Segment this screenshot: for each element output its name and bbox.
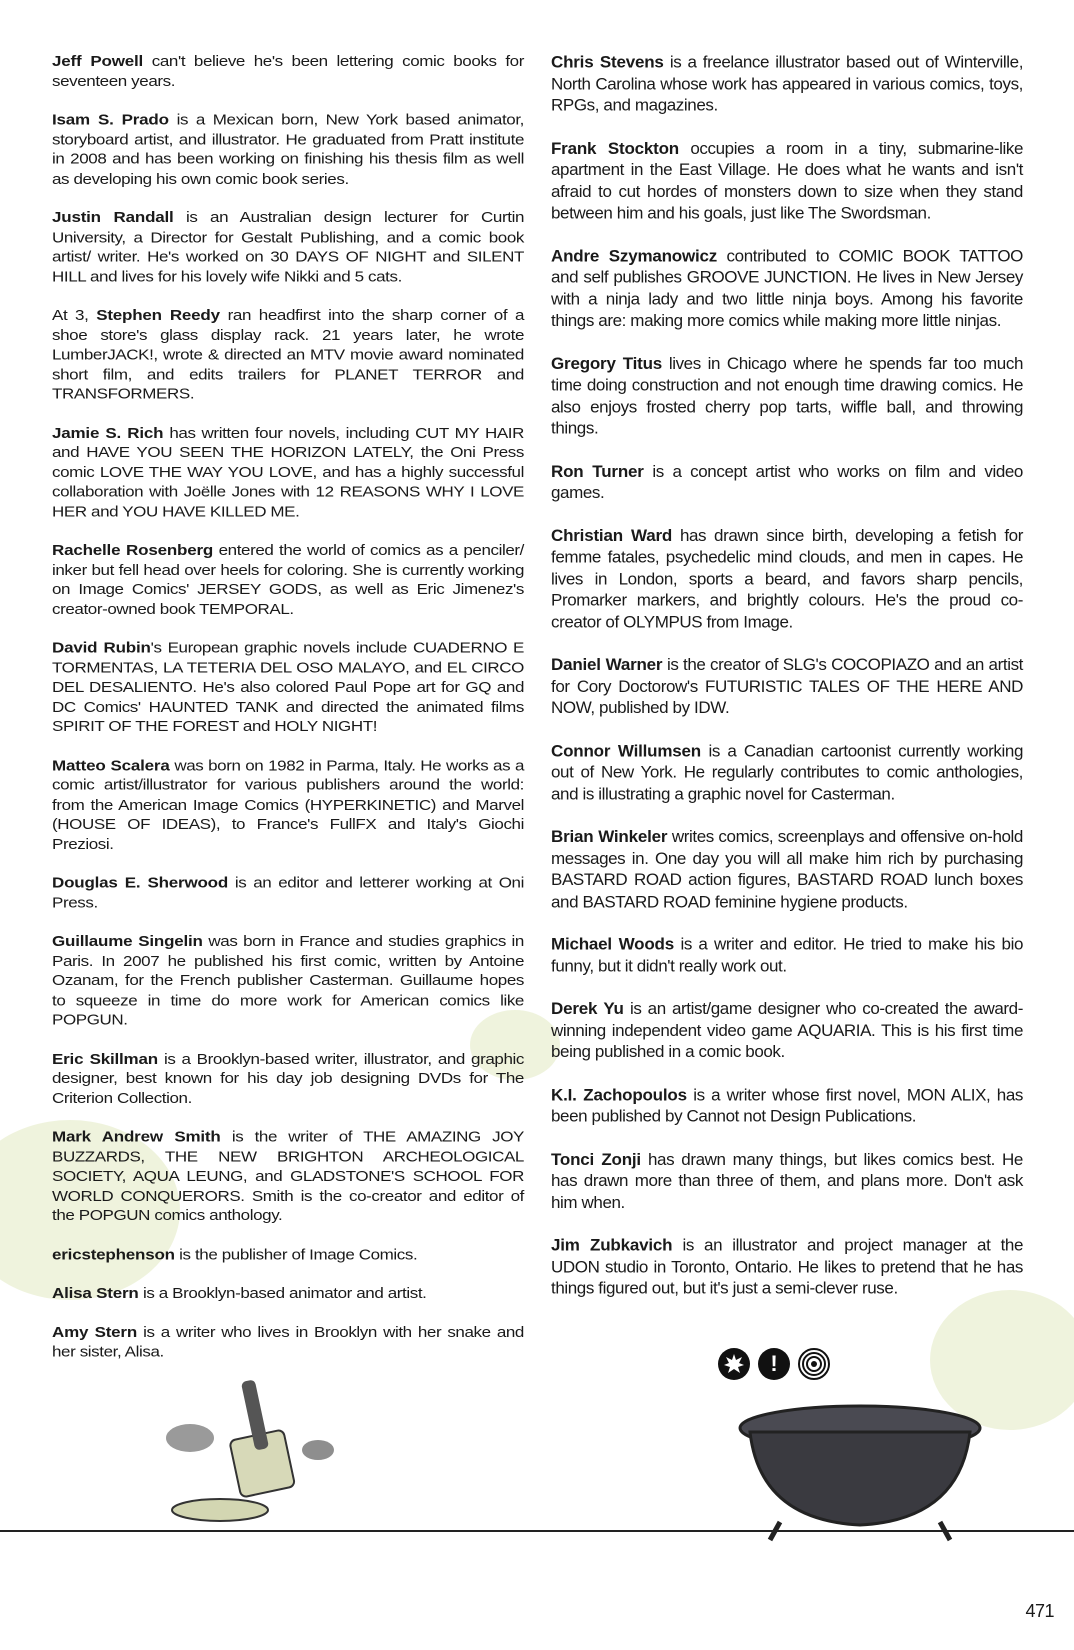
- contributor-name: Eric Skillman: [52, 1050, 158, 1067]
- bio-entry: [52, 756, 524, 854]
- bio-text: is the writer of THE AMAZING JOY BUZZARDS, THE NEW BRIGHTON ARCHEOLOGICAL SOCIETY, AQUA LEUNG, and GLADSTONE'S SCHOOL FOR WORLD CONQUERORS. Smith is the co-creator and editor of the POPGUN comics anthology.: [52, 1128, 524, 1224]
- contributor-name: Douglas E. Sherwood: [52, 874, 229, 891]
- contributor-name: Ron Turner: [551, 461, 644, 481]
- paintbrush-illustration: [140, 1380, 370, 1540]
- contributor-name: Derek Yu: [551, 999, 624, 1018]
- bio-entry: [52, 873, 524, 912]
- contributor-name: Guillaume Singelin: [52, 932, 203, 950]
- contributor-name: Rachelle Rosenberg: [52, 541, 214, 559]
- bio-entry: [52, 932, 524, 1030]
- bio-text: can't believe he's been lettering comic books for seventeen years.: [52, 52, 524, 90]
- bio-entry: [551, 655, 1023, 720]
- bio-text: occupies a room in a tiny, submarine-like apartment in the East Village. He does what he wants and isn't afraid to cut hordes of monsters down to size when they stand between him and his goals, just like The Swordsman.: [551, 138, 1024, 223]
- left-column: [52, 52, 524, 1381]
- bio-text: is a concept artist who works on film and video games.: [551, 461, 1023, 502]
- bio-text: has drawn many things, but likes comics best. He has drawn more than three of them, and plans more. Don't ask him when.: [551, 1149, 1023, 1212]
- bio-entry: [52, 1049, 524, 1108]
- bio-text: is an illustrator and project manager at the UDON studio in Toronto, Ontario. He likes to pretend that he has things figured out, but it's just a semi-clever ruse.: [551, 1235, 1023, 1298]
- bio-text: is a freelance illustrator based out of Winterville, North Carolina whose work has appeared in various comics, toys, RPGs, and magazines.: [551, 52, 1024, 115]
- right-column: [551, 52, 1023, 1321]
- bio-text: is a writer whose first novel, MON ALIX, has been published by Cannot not Design Publications.: [551, 1085, 1023, 1126]
- swirl-logo-icon: [798, 1348, 830, 1380]
- contributor-name: Isam S. Prado: [52, 111, 169, 128]
- bio-text: contributed to COMIC BOOK TATTOO and self publishes GROOVE JUNCTION. He lives in New Jersey with a ninja lady and two little ninja boys. Among his favorite things are: making more comics while making more little ninjas.: [551, 246, 1023, 330]
- bio-entry: [52, 306, 524, 404]
- contributor-name: Jim Zubkavich: [551, 1235, 673, 1255]
- bio-text: is a writer who lives in Brooklyn with her snake and her sister, Alisa.: [52, 1323, 524, 1360]
- bio-text: entered the world of comics as a penciler/ inker but fell head over heels for coloring. She is currently working on Image Comics' JERSEY GODS, as well as Eric Jimenez's creator-owned book TEMPORAL.: [52, 541, 524, 618]
- starburst-logo-icon: [718, 1348, 750, 1380]
- contributor-name: Amy Stern: [52, 1323, 138, 1341]
- bio-entry: [52, 208, 524, 287]
- bio-text: is the creator of SLG's COCOPIAZO and an artist for Cory Doctorow's FUTURISTIC TALES OF THE HERE AND NOW, published by IDW.: [551, 655, 1023, 718]
- bio-entry: [551, 353, 1023, 439]
- bio-entry: [52, 639, 524, 737]
- bio-entry: [52, 1284, 524, 1304]
- bio-text: has written four novels, including CUT MY HAIR and HAVE YOU SEEN THE HORIZON LATELY, the Oni Press comic LOVE THE WAY YOU LOVE, and has a highly successful collaboration with Joëlle Jones with 12 REASONS WHY I LOVE HER and YOU HAVE KILLED ME.: [52, 424, 524, 520]
- bio-entry: [551, 999, 1023, 1064]
- bio-entry: [551, 52, 1023, 117]
- contributor-name: Justin Randall: [52, 209, 174, 226]
- bio-text: ran headfirst into the sharp corner of a shoe store's glass display rack. 21 years later, he wrote LumberJACK!, wrote & directed an MTV movie award nominated short film, and edits trailers for PLANET TERROR and TRANSFORMERS.: [52, 306, 524, 403]
- contributor-name: Tonci Zonji: [551, 1149, 641, 1169]
- bio-entry: [52, 52, 524, 91]
- bio-text: lives in Chicago where he spends far too much time doing construction and not enough time drawing comics. He also enjoys frosted cherry pop tarts, wiffle ball, and throwing things.: [551, 354, 1023, 438]
- bio-text: is a writer and editor. He tried to make his bio funny, but it didn't really work out.: [551, 935, 1023, 976]
- contributor-name: Matteo Scalera: [52, 756, 170, 774]
- contributor-name: Christian Ward: [551, 526, 673, 545]
- bio-entry: [551, 1085, 1023, 1128]
- contributor-name: Mark Andrew Smith: [52, 1128, 221, 1145]
- bio-entry: [551, 246, 1023, 332]
- bio-text: is a Canadian cartoonist currently working out of New York. He regularly contributes to comic anthologies, and is illustrating a graphic novel for Casterman.: [551, 741, 1023, 804]
- bio-entry: [52, 110, 524, 189]
- bio-entry: [551, 934, 1023, 977]
- bio-entry: [551, 525, 1023, 633]
- bio-text: is a Mexican born, New York based animator, storyboard artist, and illustrator. He graduated from Pratt institute in 2008 and has been working on finishing his thesis film as well as developing his own comic book series.: [52, 111, 524, 187]
- contributor-name: Chris Stevens: [551, 52, 664, 72]
- bio-entry: [551, 827, 1023, 913]
- bio-text: is an Australian design lecturer for Curtin University, a Director for Gestalt Publishing, and a comic book artist/ writer. He's worked on 30 DAYS OF NIGHT and SILENT HILL and lives for his lovely wife Nikki and 5 cats.: [52, 209, 524, 285]
- contributor-name: Connor Willumsen: [551, 741, 701, 760]
- bio-text: was born in France and studies graphics in Paris. In 2007 he published his first comic, written by Antoine Ozanam, for the French publisher Casterman. Guillaume hopes to squeeze in time do more work for American comics like POPGUN.: [52, 932, 524, 1029]
- bio-text: is a Brooklyn-based animator and artist.: [138, 1284, 427, 1302]
- bio-text: is the publisher of Image Comics.: [174, 1245, 418, 1263]
- bio-entry: [551, 461, 1023, 504]
- publisher-logos: [718, 1348, 830, 1380]
- contributor-name: Jamie S. Rich: [52, 424, 164, 441]
- bio-text: was born on 1982 in Parma, Italy. He works as a comic artist/illustrator for various publishers around the world: from the American Image Comics (HYPERKINETIC) and Marvel (HOUSE OF IDEAS), to France's FullFX and Italy's Giochi Preziosi.: [52, 756, 524, 853]
- bio-entry: [52, 541, 524, 620]
- contributor-name: Stephen Reedy: [96, 306, 220, 324]
- bio-text: writes comics, screenplays and offensive on-hold messages in. One day you will all make him rich by purchasing BASTARD ROAD action figures, BASTARD ROAD lunch boxes and BASTARD ROAD feminine hygiene products.: [551, 827, 1023, 911]
- bio-text: is a Brooklyn-based writer, illustrator, and graphic designer, best known for his day job designing DVDs for The Criterion Collection.: [52, 1050, 524, 1107]
- bio-entry: [52, 423, 524, 521]
- bio-entry: [551, 741, 1023, 806]
- bio-text: is an editor and letterer working at Oni Press.: [52, 874, 524, 911]
- contributor-name: Jeff Powell: [52, 52, 144, 70]
- contributor-name: Frank Stockton: [551, 138, 679, 158]
- contributor-name: K.I. Zachopoulos: [551, 1085, 687, 1104]
- bio-entry: [551, 1149, 1023, 1214]
- contributor-name: Andre Szymanowicz: [551, 246, 718, 265]
- exclamation-logo-icon: !: [758, 1348, 790, 1380]
- contributor-name: Alisa Stern: [52, 1284, 139, 1302]
- cauldron-illustration: [720, 1400, 1000, 1550]
- bio-prefix: At 3,: [52, 306, 97, 324]
- contributor-name: David Rubin: [52, 639, 151, 657]
- bio-entry: [52, 1323, 524, 1362]
- contributor-name: Brian Winkeler: [551, 827, 668, 846]
- contributor-name: Daniel Warner: [551, 655, 663, 674]
- bio-text: 's European graphic novels include CUADERNO E TORMENTAS, LA TETERIA DEL OSO MALAYO, and EL CIRCO DEL DESALIENTO. He's also colored Paul Pope art for GQ and DC Comics' HAUNTED TANK and directed the animated films SPIRIT OF THE FOREST and HOLY NIGHT!: [52, 639, 524, 735]
- bio-entry: [551, 138, 1023, 224]
- contributor-name: Michael Woods: [551, 935, 674, 954]
- bio-entry: [551, 1235, 1023, 1300]
- contributor-name: ericstephenson: [52, 1245, 175, 1263]
- bio-text: is an artist/game designer who co-created the award-winning independent video game AQUARIA. This is his first time being published in a comic book.: [551, 999, 1024, 1062]
- bio-text: has drawn since birth, developing a fetish for femme fatales, psychedelic mind clouds, and men in capes. He lives in London, sports a beard, and favors sharp pencils, Promarker markers, and brightly colours. He's the proud co-creator of OLYMPUS from Image.: [551, 526, 1023, 632]
- bio-entry: [52, 1128, 524, 1226]
- bio-entry: [52, 1245, 524, 1265]
- contributor-name: Gregory Titus: [551, 354, 663, 373]
- page-number: 471: [1025, 1601, 1054, 1621]
